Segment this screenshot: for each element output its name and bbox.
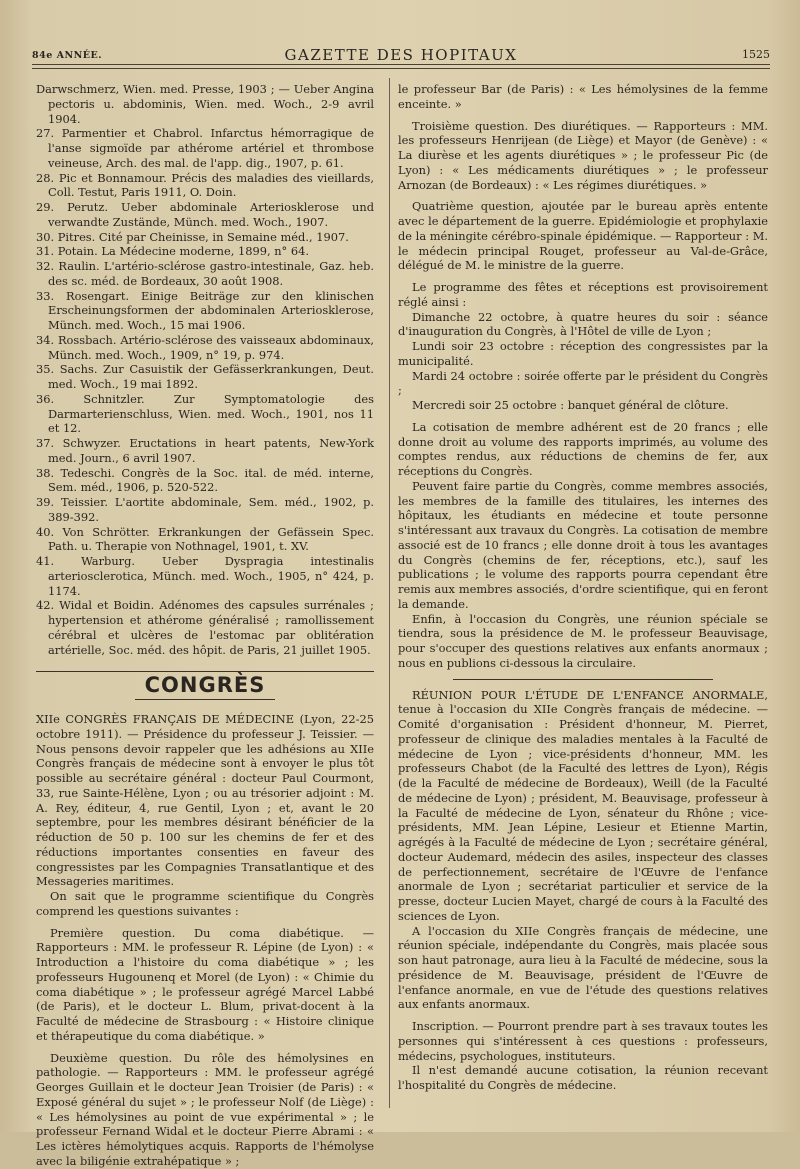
reference-item: 39. Teissier. L'aortite abdominale, Sem. méd., 1902, p. 389-392. — [36, 495, 374, 524]
reference-list — [36, 82, 374, 657]
section-rule-bottom — [135, 699, 275, 700]
right-column — [398, 82, 768, 1093]
body-paragraph: A l'occasion du XIIe Congrès français de médecine, une réunion spéciale, indépendante du Congrès, mais placée sous son haut patronage, aura lieu à la Faculté de médecine, sous la présidence de M. Beauvisage, président de l'Œuvre de l'enfance anormale, en vue de l'étude des questions relatives aux enfants anormaux. — [398, 923, 768, 1012]
question-paragraph: Quatrième question, ajoutée par le bureau après entente avec le département de la guerre. Epidémiologie et prophylaxie de la méningite cérébro-spinale épidémique. — Rapporteur : M. le médecin principal Rouget, professeur au Val-de-Grâce, délégué de M. le ministre de la guerre. — [398, 199, 768, 273]
reference-item: 36. Schnitzler. Zur Symptomatologie des Darmarterienschluss, Wien. med. Woch., 1901, nos 11 et 12. — [36, 391, 374, 436]
reference-item: 28. Pic et Bonnamour. Précis des maladies des vieillards, Coll. Testut, Paris 1911, O. Doin. — [36, 170, 374, 200]
body-paragraph: On sait que le programme scientifique du Congrès comprend les questions suivantes : — [36, 889, 374, 918]
body-paragraph: Inscription. — Pourront prendre part à ses travaux toutes les personnes qui s'intéressent à ces questions : professeurs, médecins, psychologues, instituteurs. — [398, 1019, 768, 1063]
section-divider — [453, 679, 713, 680]
reference-item: 37. Schwyzer. Eructations in heart patents, New-York med. Journ., 6 avril 1907. — [36, 436, 374, 465]
meeting-announcement: RÉUNION POUR L'ÉTUDE DE L'ENFANCE ANORMALE, tenue à l'occasion du XIIe Congrès français de médecine. — Comité d'organisation : Président d'honneur, M. Pierret, professeur de clinique des maladies mentales à la Faculté de médecine de Lyon ; vice-présidents d'honneur, MM. les professeurs Chabot (de la Faculté des lettres de Lyon), Régis (de la Faculté de médecine de Bordeaux), Weill (de la Faculté de médecine de Lyon) ; président, M. Beauvisage, professeur à la Faculté de médecine de Lyon, sénateur du Rhône ; vice-présidents, MM. Jean Lépine, Lesieur et Etienne Martin, agrégés à la Faculté de médecine de Lyon ; secrétaire général, docteur Audemard, médecin des asiles, inspecteur des classes de perfectionnement, secrétaire de l'Œuvre de l'enfance anormale de Lyon ; secrétariat particulier et service de la presse, docteur Lucien Mayet, chargé de cours à la Faculté des sciences de Lyon. — [398, 687, 768, 923]
reference-item: 27. Parmentier et Chabrol. Infarctus hémorragique de l'anse sigmoïde par athérome artériel et thrombose veineuse, Arch. des mal. de l'app. dig., 1907, p. 61. — [36, 126, 374, 170]
section-title: CONGRÈS — [144, 673, 266, 698]
body-paragraph: Enfin, à l'occasion du Congrès, une réunion spéciale se tiendra, sous la présidence de M. le professeur Beauvisage, pour s'occuper des questions relatives aux enfants anormaux ; nous en publions ci-dessous la circulaire. — [398, 611, 768, 670]
schedule-item: Mardi 24 octobre : soirée offerte par le président du Congrès ; — [398, 368, 768, 398]
page-number: 1525 — [742, 48, 770, 61]
reference-item: 29. Perutz. Ueber abdominale Arteriosklerose und verwandte Zustände, Münch. med. Woch., 1907. — [36, 200, 374, 229]
reference-item: 41. Warburg. Ueber Dyspragia intestinalis arteriosclerotica, Münch. med. Woch., 1905, n° 424, p. 1174. — [36, 554, 374, 598]
reference-item: 40. Von Schrötter. Erkrankungen der Gefässein Spec. Path. u. Therapie von Nothnagel, 1901, t. XV. — [36, 524, 374, 554]
congress-announcement: XIIe CONGRÈS FRANÇAIS DE MÉDECINE (Lyon, 22-25 octobre 1911). — Présidence du professeur J. Teissier. — Nous pensons devoir rappeler que les adhésions au XIIe Congrès français de médecine sont à envoyer le plus tôt possible au secrétaire général : docteur Paul Courmont, 33, rue Sainte-Hélène, Lyon ; ou au trésorier adjoint : M. A. Rey, éditeur, 4, rue Gentil, Lyon ; et, avant le 20 septembre, pour les membres désirant bénéficier de la réduction de 50 p. 100 sur les chemins de fer et des réductions importantes consenties en faveur des congressistes par les Compagnies Transatlantique et des Messageries maritimes. — [36, 712, 374, 889]
header-rule-thick — [32, 64, 770, 65]
body-paragraph: Le programme des fêtes et réceptions est provisoirement réglé ainsi : — [398, 280, 768, 309]
question-paragraph: Deuxième question. Du rôle des hémolysines en pathologie. — Rapporteurs : MM. le professeur agrégé Georges Guillain et le docteur Jean Troisier (de Paris) : « Exposé général du sujet » ; le professeur Nolf (de Liège) : « Les hémolysines au point de vue expérimental » ; le professeur Fernand Widal et le docteur Pierre Abrami : « Les ictères hémolytiques acquis. Rapports de l'hémolyse avec la biligénie extrahépatique » ; — [36, 1050, 374, 1168]
reference-item: 32. Raulin. L'artério-sclérose gastro-intestinale, Gaz. heb. des sc. méd. de Bordeaux, 30 août 1908. — [36, 259, 374, 288]
reference-item: 35. Sachs. Zur Casuistik der Gefässerkrankungen, Deut. med. Woch., 19 mai 1892. — [36, 362, 374, 391]
left-column — [36, 82, 374, 1169]
reference-item: 34. Rossbach. Artério-sclérose des vaisseaux abdominaux, Münch. med. Woch., 1909, n° 19, p. 974. — [36, 332, 374, 362]
reference-item: Darwschmerz, Wien. med. Presse, 1903 ; — Ueber Angina pectoris u. abdominis, Wien. med. Woch., 2-9 avril 1904. — [36, 82, 374, 126]
column-separator — [389, 78, 390, 1108]
header-rule-thin — [32, 68, 770, 69]
page-header — [32, 46, 770, 66]
year-label: 84e ANNÉE. — [32, 50, 103, 61]
question-paragraph: Première question. Du coma diabétique. — Rapporteurs : MM. le professeur R. Lépine (de Lyon) : « Introduction a l'histoire du coma diabétique » ; les professeurs Hugounenq et Morel (de Lyon) : « Chimie du coma diabétique » ; le professeur agrégé Marcel Labbé (de Paris), et le docteur L. Blum, privat-docent à la Faculté de médecine de Strasbourg : « Histoire clinique et thérapeutique du coma diabétique. » — [36, 925, 374, 1043]
reference-item: 33. Rosengart. Einige Beiträge zur den klinischen Erscheinungsformen der abdominalen Arteriosklerose, Münch. med. Woch., 15 mai 1906. — [36, 288, 374, 332]
reference-item: 31. Potain. La Médecine moderne, 1899, n° 64. — [36, 244, 309, 259]
schedule-item: Mercredi soir 25 octobre : banquet général de clôture. — [412, 398, 729, 412]
reference-item: 38. Tedeschi. Congrès de la Soc. ital. de méd. interne, Sem. méd., 1906, p. 520-522. — [36, 465, 374, 495]
schedule-item: Dimanche 22 octobre, à quatre heures du soir : séance d'inauguration du Congrès, à l'Hôtel de ville de Lyon ; — [398, 309, 768, 339]
body-paragraph: Peuvent faire partie du Congrès, comme membres associés, les membres de la famille des titulaires, les internes des hôpitaux, les étudiants en médecine et toute personne s'intéressant aux travaux du Congrès. La cotisation de membre associé est de 10 francs ; elle donne droit à tous les avantages du Congrès (chemins de fer, réceptions, etc.), sauf les publications ; le volume des rapports pourra cependant être remis aux membres associés, d'ordre scientifique, qui en feront la demande. — [398, 478, 768, 611]
reference-item: 30. Pitres. Cité par Cheinisse, in Semaine méd., 1907. — [36, 229, 349, 244]
body-paragraph: le professeur Bar (de Paris) : « Les hémolysines de la femme enceinte. » — [398, 82, 768, 111]
question-paragraph: Troisième question. Des diurétiques. — Rapporteurs : MM. les professeurs Henrijean (de Liège) et Mayor (de Genève) : « La diurèse et les agents diurétiques » ; le professeur Pic (de Lyon) : « Les médicaments diurétiques » ; le professeur Arnozan (de Bordeaux) : « Les régimes diurétiques. » — [398, 118, 768, 192]
schedule-item: Lundi soir 23 octobre : réception des congressistes par la municipalité. — [398, 339, 768, 368]
body-paragraph: La cotisation de membre adhérent est de 20 francs ; elle donne droit au volume des rapports imprimés, au volume des comptes rendus, aux réductions de chemins de fer, aux réceptions du Congrès. — [398, 419, 768, 478]
body-paragraph: Il n'est demandé aucune cotisation, la réunion recevant l'hospitalité du Congrès de médecine. — [398, 1063, 768, 1092]
journal-title: GAZETTE DES HOPITAUX — [284, 46, 518, 64]
reference-item: 42. Widal et Boidin. Adénomes des capsules surrénales ; hypertension et athérome généralisé ; ramollissement cérébral et ulcères de l'estomac par oblitération artérielle, Soc. méd. des hôpit. de Paris, 21 juillet 1905. — [36, 598, 374, 657]
